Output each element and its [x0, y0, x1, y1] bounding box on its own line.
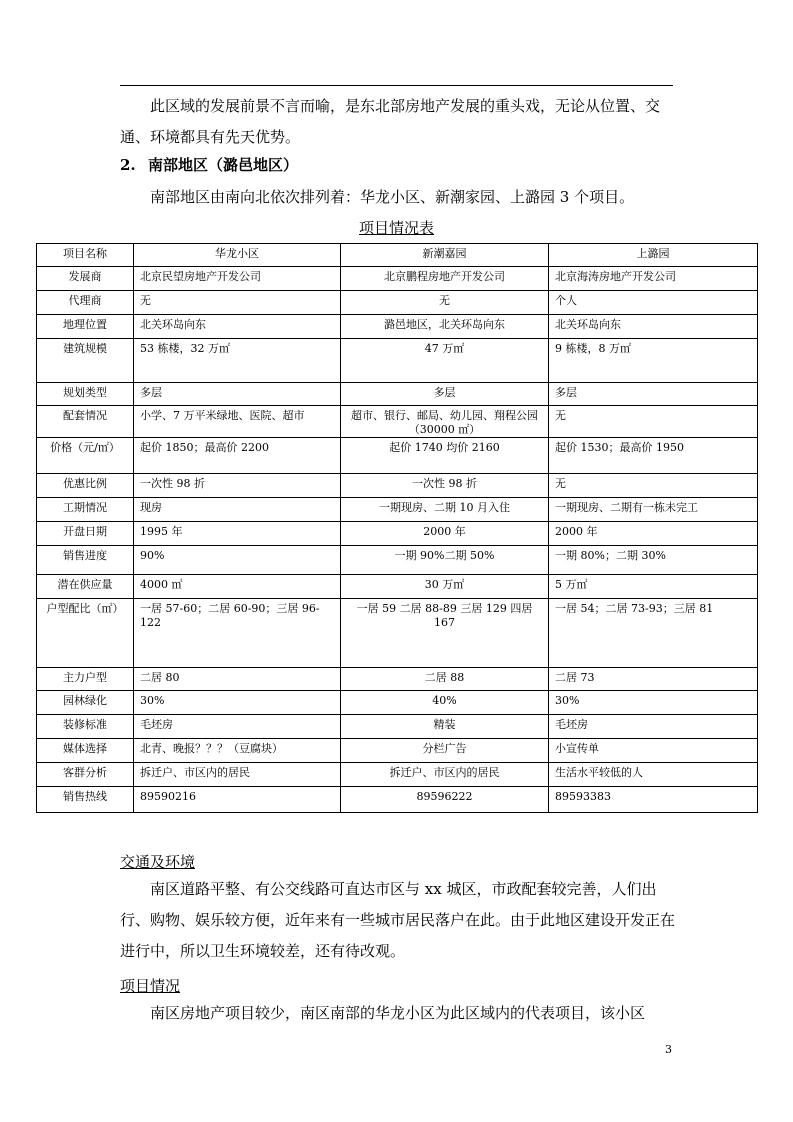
- section-title: 南部地区（潞邑地区）: [148, 156, 299, 174]
- table-cell: 40%: [341, 691, 549, 715]
- table-row: [37, 691, 758, 715]
- intro-paragraph: 此区域的发展前景不言而喻，是东北部房地产发展的重头戏，无论从位置、交通、环境都具有先天优势。: [120, 97, 661, 146]
- section-heading: [120, 155, 298, 175]
- table-cell: 二居 80: [134, 668, 341, 691]
- table-cell: 生活水平较低的人: [549, 763, 758, 787]
- table-cell: 无: [341, 291, 549, 315]
- section-number: 2.: [120, 156, 136, 174]
- table-cell: 一期现房、二期有一栋未完工: [549, 498, 758, 522]
- table-row: [37, 291, 758, 315]
- table-cell: 起价 1740 均价 2160: [341, 438, 549, 474]
- header-cell: 华龙小区: [134, 244, 341, 267]
- table-cell: 无: [549, 406, 758, 438]
- header-cell: 新潮嘉园: [341, 244, 549, 267]
- table-row: [37, 438, 758, 474]
- table-cell: 毛坯房: [134, 715, 341, 739]
- row-label: 装修标准: [37, 715, 134, 739]
- table-cell: 一期 90%二期 50%: [341, 546, 549, 575]
- table-cell: 多层: [341, 383, 549, 406]
- table-cell: 小宣传单: [549, 739, 758, 763]
- table-cell: 无: [549, 474, 758, 498]
- table-cell: 二居 73: [549, 668, 758, 691]
- section-intro: 南部地区由南向北依次排列着：华龙小区、新潮家园、上潞园 3 个项目。: [150, 188, 635, 206]
- table-row: [37, 498, 758, 522]
- table-row: [37, 406, 758, 438]
- table-cell: 30 万㎡: [341, 575, 549, 599]
- table-row: [37, 763, 758, 787]
- table-cell: 个人: [549, 291, 758, 315]
- table-cell: 30%: [134, 691, 341, 715]
- table-row: [37, 599, 758, 668]
- table-cell: 北关环岛向东: [134, 315, 341, 339]
- project-paragraph: 南区房地产项目较少，南区南部的华龙小区为此区域内的代表项目，该小区: [150, 1004, 646, 1022]
- table-cell: 二居 88: [341, 668, 549, 691]
- table-cell: 北京民望房地产开发公司: [134, 267, 341, 291]
- table-cell: 北关环岛向东: [549, 315, 758, 339]
- table-row: [37, 668, 758, 691]
- row-label: 开盘日期: [37, 522, 134, 546]
- table-cell: 多层: [549, 383, 758, 406]
- table-cell: 拆迁户、市区内的居民: [134, 763, 341, 787]
- table-cell: 53 栋楼，32 万㎡: [134, 339, 341, 383]
- table-cell: 47 万㎡: [341, 339, 549, 383]
- table-row: [37, 739, 758, 763]
- table-cell: 1995 年: [134, 522, 341, 546]
- table-cell: 2000 年: [549, 522, 758, 546]
- table-row: [37, 715, 758, 739]
- row-label: 媒体选择: [37, 739, 134, 763]
- table-cell: 拆迁户、市区内的居民: [341, 763, 549, 787]
- page-number: 3: [665, 1043, 672, 1056]
- table-cell: 现房: [134, 498, 341, 522]
- table-cell: 4000 ㎡: [134, 575, 341, 599]
- row-label: 园林绿化: [37, 691, 134, 715]
- project-table: [36, 243, 758, 813]
- table-cell: 起价 1850；最高价 2200: [134, 438, 341, 474]
- table-row: [37, 383, 758, 406]
- table-cell: 北京鹏程房地产开发公司: [341, 267, 549, 291]
- row-label: 客群分析: [37, 763, 134, 787]
- row-label: 优惠比例: [37, 474, 134, 498]
- table-cell: 北京海涛房地产开发公司: [549, 267, 758, 291]
- row-label: 规划类型: [37, 383, 134, 406]
- table-cell: 多层: [134, 383, 341, 406]
- row-label: 户型配比（㎡）: [37, 599, 134, 668]
- page-header-rule: [120, 85, 673, 86]
- table-cell: 5 万㎡: [549, 575, 758, 599]
- row-label: 价格（元/㎡）: [37, 438, 134, 474]
- table-cell: 一居 54；二居 73-93；三居 81: [549, 599, 758, 668]
- table-cell: 一居 59 二居 88-89 三居 129 四居 167: [341, 599, 549, 668]
- header-cell: 上潞园: [549, 244, 758, 267]
- table-row: [37, 315, 758, 339]
- table-row: [37, 267, 758, 291]
- table-cell: 89593383: [549, 787, 758, 813]
- table-cell: 一次性 98 折: [134, 474, 341, 498]
- header-cell: 项目名称: [37, 244, 134, 267]
- table-row: [37, 522, 758, 546]
- table-cell: 一期现房、二期 10 月入住: [341, 498, 549, 522]
- table-cell: 精装: [341, 715, 549, 739]
- table-cell: 89590216: [134, 787, 341, 813]
- table-cell: 潞邑地区，北关环岛向东: [341, 315, 549, 339]
- table-cell: 无: [134, 291, 341, 315]
- traffic-heading: 交通及环境: [120, 853, 196, 871]
- table-cell: 9 栋楼，8 万㎡: [549, 339, 758, 383]
- table-cell: 一期 80%；二期 30%: [549, 546, 758, 575]
- table-cell: 超市、银行、邮局、幼儿园、翔程公园（30000 ㎡）: [341, 406, 549, 438]
- table-cell: 90%: [134, 546, 341, 575]
- table-row: [37, 339, 758, 383]
- row-label: 销售热线: [37, 787, 134, 813]
- table-caption: [0, 218, 793, 238]
- table-caption-text: 项目情况表: [358, 219, 434, 237]
- row-label: 销售进度: [37, 546, 134, 575]
- table-cell: 30%: [549, 691, 758, 715]
- table-cell: 小学、7 万平米绿地、医院、超市: [134, 406, 341, 438]
- row-label: 工期情况: [37, 498, 134, 522]
- table-cell: 北青、晚报？？？（豆腐块）: [134, 739, 341, 763]
- table-cell: 一居 57-60；二居 60-90；三居 96-122: [134, 599, 341, 668]
- project-heading: 项目情况: [120, 977, 181, 995]
- row-label: 地理位置: [37, 315, 134, 339]
- row-label: 代理商: [37, 291, 134, 315]
- table-cell: 一次性 98 折: [341, 474, 549, 498]
- row-label: 主力户型: [37, 668, 134, 691]
- table-row: [37, 474, 758, 498]
- table-cell: 2000 年: [341, 522, 549, 546]
- row-label: 发展商: [37, 267, 134, 291]
- table-cell: 89596222: [341, 787, 549, 813]
- row-label: 潜在供应量: [37, 575, 134, 599]
- table-row: [37, 787, 758, 813]
- table-cell: 分栏广告: [341, 739, 549, 763]
- table-cell: 毛坯房: [549, 715, 758, 739]
- traffic-paragraph: 南区道路平整、有公交线路可直达市区与 xx 城区，市政配套较完善，人们出行、购物、娱乐较方便，近年来有一些城市居民落户在此。由于此地区建设开发正在进行中，所以卫生环境较差，还有待改观。: [120, 880, 676, 960]
- row-label: 建筑规模: [37, 339, 134, 383]
- table-row: [37, 575, 758, 599]
- table-row: [37, 546, 758, 575]
- table-header-row: [37, 244, 758, 267]
- row-label: 配套情况: [37, 406, 134, 438]
- table-cell: 起价 1530；最高价 1950: [549, 438, 758, 474]
